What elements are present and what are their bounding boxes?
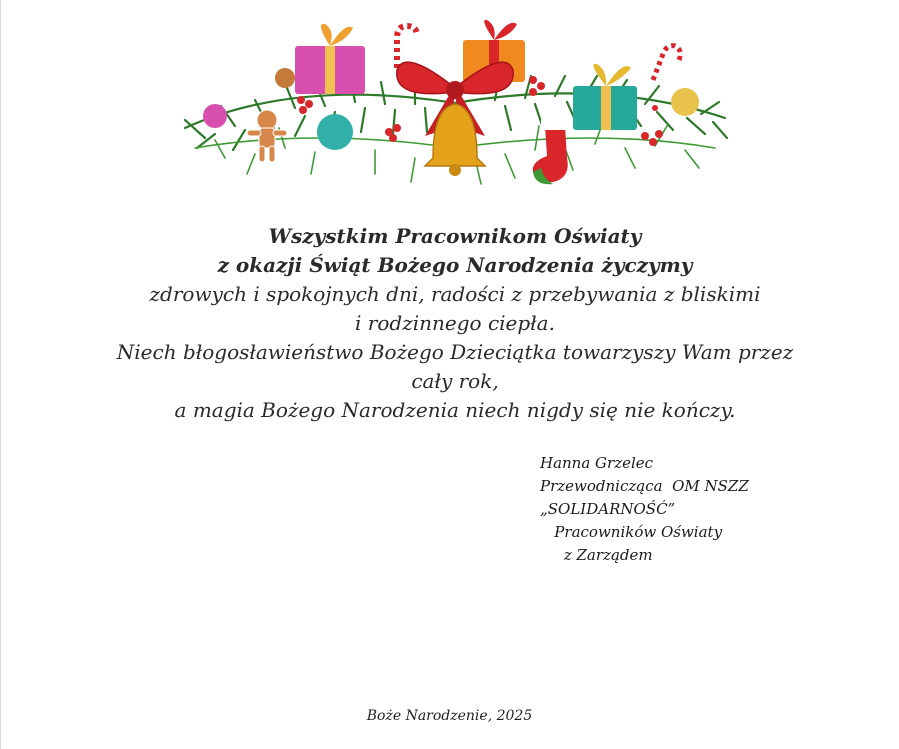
signature-board: z Zarządem <box>540 546 653 564</box>
greeting-heading: Wszystkim Pracownikom Oświaty <box>268 224 642 248</box>
footer-date: Boże Narodzenie, 2025 <box>366 708 533 724</box>
signature-block <box>540 452 749 567</box>
signature-name: Hanna Grzelec <box>540 454 654 472</box>
page-edge-divider <box>0 0 1 749</box>
greeting-subheading: z okazji Świąt Bożego Narodzenia życzymy <box>217 253 693 277</box>
signature-organization: Pracowników Oświaty <box>540 523 723 541</box>
greeting-blessing-line: cały rok, <box>411 369 499 393</box>
signature-title: Przewodnicząca OM NSZZ <box>540 477 749 495</box>
greeting-text <box>100 222 810 425</box>
greeting-wish-line: zdrowych i spokojnych dni, radości z przebywania z bliskimi <box>149 282 761 306</box>
greeting-wish-line: i rodzinnego ciepła. <box>355 311 555 335</box>
greeting-closing-line: a magia Bożego Narodzenia niech nigdy się nie kończy. <box>174 398 736 422</box>
signature-union: „SOLIDARNOŚĆ” <box>540 500 676 518</box>
christmas-garland-icon <box>175 8 735 198</box>
greeting-blessing-line: Niech błogosławieństwo Bożego Dzieciątka towarzyszy Wam przez <box>116 340 794 364</box>
